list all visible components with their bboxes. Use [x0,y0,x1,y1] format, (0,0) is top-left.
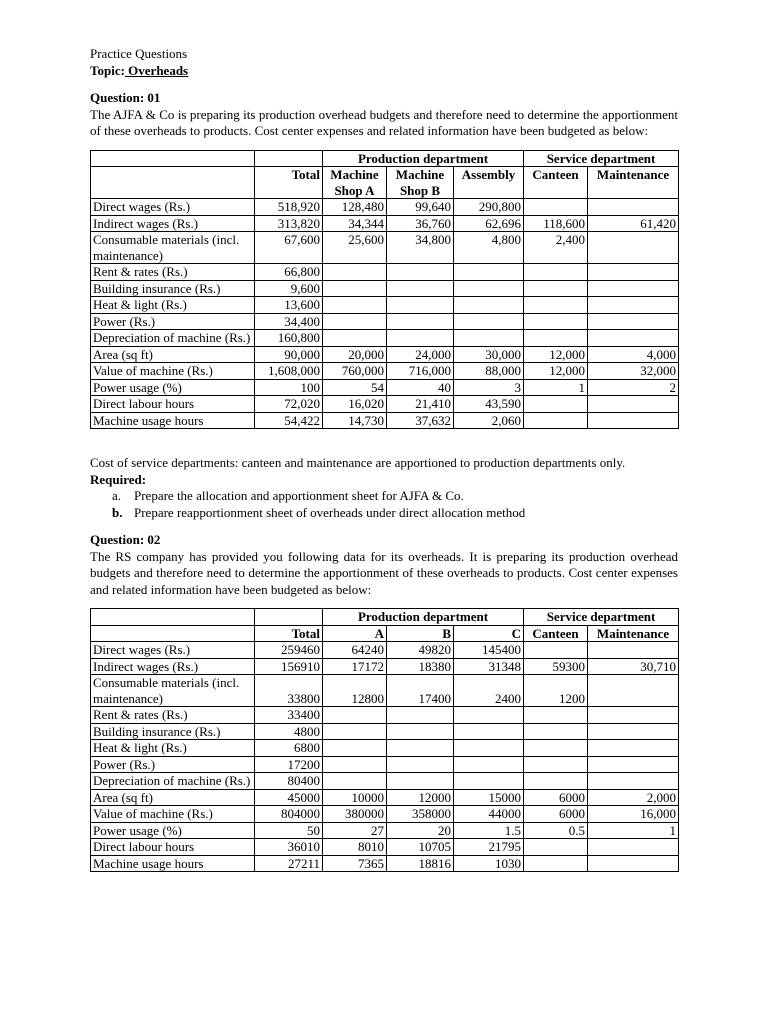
table-row [91,313,679,330]
table-cell: 32,000 [588,363,679,380]
table-cell: 25,600 [323,232,387,264]
table-cell: 66,800 [255,264,323,281]
table-cell: 1200 [524,675,588,707]
table-cell [387,723,454,740]
table-cell: 358000 [387,806,454,823]
table-cell: 37,632 [387,412,454,429]
table-row [91,658,679,675]
table-cell: 716,000 [387,363,454,380]
table-cell [588,297,679,314]
table-cell: 21,410 [387,396,454,413]
table-cell [588,313,679,330]
table-cell [454,756,524,773]
table-cell [524,707,588,724]
row-label: Consumable materials (incl. maintenance) [91,675,255,707]
table-cell [524,855,588,872]
table-cell: 8010 [323,839,387,856]
row-label: Power (Rs.) [91,756,255,773]
table-header-row [91,609,679,626]
table-cell [588,773,679,790]
question-2-table [90,608,679,872]
table-cell: 100 [255,379,323,396]
row-label: Value of machine (Rs.) [91,806,255,823]
row-label: Building insurance (Rs.) [91,280,255,297]
table-cell [588,280,679,297]
table-row [91,839,679,856]
question-1-intro: The AJFA & Co is preparing its production overhead budgets and therefore need to determine the apportionment of these overheads to products. Cost center expenses and related information have been budgeted as below: [90,106,678,138]
table-row [91,363,679,380]
total-column-header: Total [255,167,323,199]
table-cell [524,756,588,773]
table-cell: 54 [323,379,387,396]
table-row [91,707,679,724]
machine-shop-a-header: Machine Shop A [323,167,387,199]
table-cell: 1.5 [454,822,524,839]
row-label: Area (sq ft) [91,346,255,363]
table-cell: 760,000 [323,363,387,380]
table-cell: 16,000 [588,806,679,823]
table-cell: 27211 [255,855,323,872]
table-cell: 90,000 [255,346,323,363]
table-cell [588,396,679,413]
question-1-note: Cost of service departments: canteen and maintenance are apportioned to production departments only. [90,455,626,470]
row-label: Depreciation of machine (Rs.) [91,330,255,347]
table-cell [454,740,524,757]
table-cell [588,642,679,659]
table-header-row [91,625,679,642]
table-cell: 21795 [454,839,524,856]
table-cell: 128,480 [323,199,387,216]
row-label: Direct wages (Rs.) [91,199,255,216]
table-row [91,199,679,216]
table-cell: 31348 [454,658,524,675]
dept-a-header: A [323,625,387,642]
table-cell: 36010 [255,839,323,856]
table-cell: 259460 [255,642,323,659]
table-cell [387,330,454,347]
table-cell [588,855,679,872]
table-cell [323,313,387,330]
table-cell [524,264,588,281]
table-cell [524,723,588,740]
table-cell: 30,710 [588,658,679,675]
table-cell [323,773,387,790]
table-cell: 17200 [255,756,323,773]
row-label: Indirect wages (Rs.) [91,215,255,232]
table-cell: 2 [588,379,679,396]
table-row [91,297,679,314]
row-label: Depreciation of machine (Rs.) [91,773,255,790]
question-1-table [90,150,679,430]
table-cell [524,412,588,429]
table-cell: 290,800 [454,199,524,216]
table-cell: 54,422 [255,412,323,429]
row-label: Consumable materials (incl. maintenance) [91,232,255,264]
table-cell: 6000 [524,806,588,823]
table-cell: 24,000 [387,346,454,363]
table-cell [524,313,588,330]
table-cell: 3 [454,379,524,396]
question-2-heading: Question: 02 [90,532,161,547]
table-cell: 12,000 [524,346,588,363]
table-cell: 43,590 [454,396,524,413]
table-row [91,330,679,347]
table-cell: 1030 [454,855,524,872]
table-header-row [91,167,679,199]
table-row [91,773,679,790]
table-row [91,264,679,281]
required-list [90,488,678,521]
row-label: Direct labour hours [91,839,255,856]
table-row [91,215,679,232]
table-cell: 9,600 [255,280,323,297]
table-row [91,232,679,264]
total-column-header: Total [255,625,323,642]
table-cell: 61,420 [588,215,679,232]
maintenance-header: Maintenance [588,625,679,642]
table-row [91,806,679,823]
table-cell: 1,608,000 [255,363,323,380]
table-cell: 2,000 [588,789,679,806]
table-cell: 160,800 [255,330,323,347]
table-cell [323,707,387,724]
table-cell [588,740,679,757]
table-cell: 518,920 [255,199,323,216]
table-cell: 27 [323,822,387,839]
table-cell [524,280,588,297]
row-label: Rent & rates (Rs.) [91,707,255,724]
row-label: Heat & light (Rs.) [91,740,255,757]
topic-label: Topic: [90,62,125,78]
topic-value: Overheads [124,62,189,78]
table-cell [524,839,588,856]
table-cell: 2,060 [454,412,524,429]
table-cell [387,740,454,757]
row-label: Machine usage hours [91,855,255,872]
table-row [91,379,679,396]
table-row [91,723,679,740]
canteen-header: Canteen [524,167,588,199]
table-cell [454,280,524,297]
table-cell [588,839,679,856]
table-cell: 12,000 [524,363,588,380]
table-cell: 45000 [255,789,323,806]
table-cell: 18816 [387,855,454,872]
table-cell: 30,000 [454,346,524,363]
table-cell [323,297,387,314]
table-cell [588,675,679,707]
table-cell: 804000 [255,806,323,823]
row-label: Power (Rs.) [91,313,255,330]
row-label: Rent & rates (Rs.) [91,264,255,281]
table-cell: 10705 [387,839,454,856]
row-label: Machine usage hours [91,412,255,429]
table-cell: 34,800 [387,232,454,264]
row-label: Direct wages (Rs.) [91,642,255,659]
table-cell [323,756,387,773]
table-row [91,789,679,806]
table-cell: 4,000 [588,346,679,363]
row-label: Power usage (%) [91,379,255,396]
table-row [91,396,679,413]
assembly-header: Assembly [454,167,524,199]
table-cell: 4,800 [454,232,524,264]
table-cell: 50 [255,822,323,839]
table-cell [454,707,524,724]
table-cell [323,740,387,757]
table-cell [524,642,588,659]
table-cell [454,313,524,330]
table-cell [387,297,454,314]
table-cell: 36,760 [387,215,454,232]
table-cell: 12800 [323,675,387,707]
table-cell [588,707,679,724]
table-row [91,756,679,773]
table-row [91,740,679,757]
table-cell: 34,344 [323,215,387,232]
table-cell [588,264,679,281]
table-cell: 88,000 [454,363,524,380]
list-item: b. Prepare reapportionment sheet of overheads under direct allocation method [112,504,526,520]
table-cell [588,199,679,216]
table-cell: 380000 [323,806,387,823]
table-cell: 4800 [255,723,323,740]
table-cell [387,280,454,297]
required-label: Required: [90,471,147,487]
question-2-table-body [91,642,679,872]
question-1-table-body [91,199,679,429]
table-cell [588,330,679,347]
table-cell: 0.5 [524,822,588,839]
table-cell [454,723,524,740]
table-cell: 7365 [323,855,387,872]
table-cell [323,280,387,297]
row-label: Heat & light (Rs.) [91,297,255,314]
table-cell: 20 [387,822,454,839]
maintenance-header: Maintenance [588,167,679,199]
table-cell: 6800 [255,740,323,757]
table-cell: 16,020 [323,396,387,413]
row-label: Indirect wages (Rs.) [91,658,255,675]
table-cell: 156910 [255,658,323,675]
canteen-header: Canteen [524,625,588,642]
table-cell: 313,820 [255,215,323,232]
table-cell: 14,730 [323,412,387,429]
table-cell: 118,600 [524,215,588,232]
table-cell [524,330,588,347]
table-cell: 12000 [387,789,454,806]
table-cell: 17172 [323,658,387,675]
table-cell: 15000 [454,789,524,806]
table-cell [387,773,454,790]
table-cell: 20,000 [323,346,387,363]
table-cell [524,773,588,790]
table-cell [454,264,524,281]
table-cell [588,756,679,773]
table-cell: 80400 [255,773,323,790]
table-cell: 10000 [323,789,387,806]
table-cell: 18380 [387,658,454,675]
table-cell [524,297,588,314]
dept-c-header: C [454,625,524,642]
row-label: Value of machine (Rs.) [91,363,255,380]
table-cell: 44000 [454,806,524,823]
row-label: Area (sq ft) [91,789,255,806]
table-row [91,412,679,429]
table-cell [387,264,454,281]
production-department-header: Production department [323,150,524,167]
topic-line [90,63,678,80]
row-label: Power usage (%) [91,822,255,839]
table-row [91,280,679,297]
table-cell [588,232,679,264]
question-2-intro: The RS company has provided you following data for its overheads. It is preparing its production overhead budgets and therefore need to determine the apportionment of these overheads to products. Cost center expenses and related information have been budgeted as below: [90,548,678,597]
table-cell [524,740,588,757]
table-cell: 1 [524,379,588,396]
row-label: Direct labour hours [91,396,255,413]
document-page [90,46,678,872]
service-department-header: Service department [524,150,679,167]
table-cell: 13,600 [255,297,323,314]
row-label: Building insurance (Rs.) [91,723,255,740]
table-cell [387,707,454,724]
machine-shop-b-header: Machine Shop B [387,167,454,199]
table-cell [387,756,454,773]
table-cell: 2,400 [524,232,588,264]
table-header-row [91,150,679,167]
table-cell [323,264,387,281]
table-cell: 49820 [387,642,454,659]
table-cell: 33800 [255,675,323,707]
document-title: Practice Questions [90,46,188,61]
table-cell [323,330,387,347]
service-department-header: Service department [524,609,679,626]
table-cell: 72,020 [255,396,323,413]
table-cell: 2400 [454,675,524,707]
table-cell: 40 [387,379,454,396]
table-cell [454,297,524,314]
table-cell: 67,600 [255,232,323,264]
table-row [91,855,679,872]
table-cell [588,723,679,740]
table-cell [524,199,588,216]
table-cell [454,330,524,347]
table-cell: 64240 [323,642,387,659]
table-cell: 17400 [387,675,454,707]
table-cell: 145400 [454,642,524,659]
table-row [91,642,679,659]
table-cell [588,412,679,429]
dept-b-header: B [387,625,454,642]
table-row [91,675,679,707]
table-cell: 34,400 [255,313,323,330]
table-cell: 99,640 [387,199,454,216]
table-cell [524,396,588,413]
table-row [91,822,679,839]
table-cell: 1 [588,822,679,839]
list-item: a. Prepare the allocation and apportionment sheet for AJFA & Co. [112,488,464,503]
table-cell [387,313,454,330]
table-cell: 62,696 [454,215,524,232]
production-department-header: Production department [323,609,524,626]
table-cell: 6000 [524,789,588,806]
table-cell: 33400 [255,707,323,724]
question-1-heading: Question: 01 [90,90,161,105]
table-cell [323,723,387,740]
table-row [91,346,679,363]
table-cell: 59300 [524,658,588,675]
table-cell [454,773,524,790]
